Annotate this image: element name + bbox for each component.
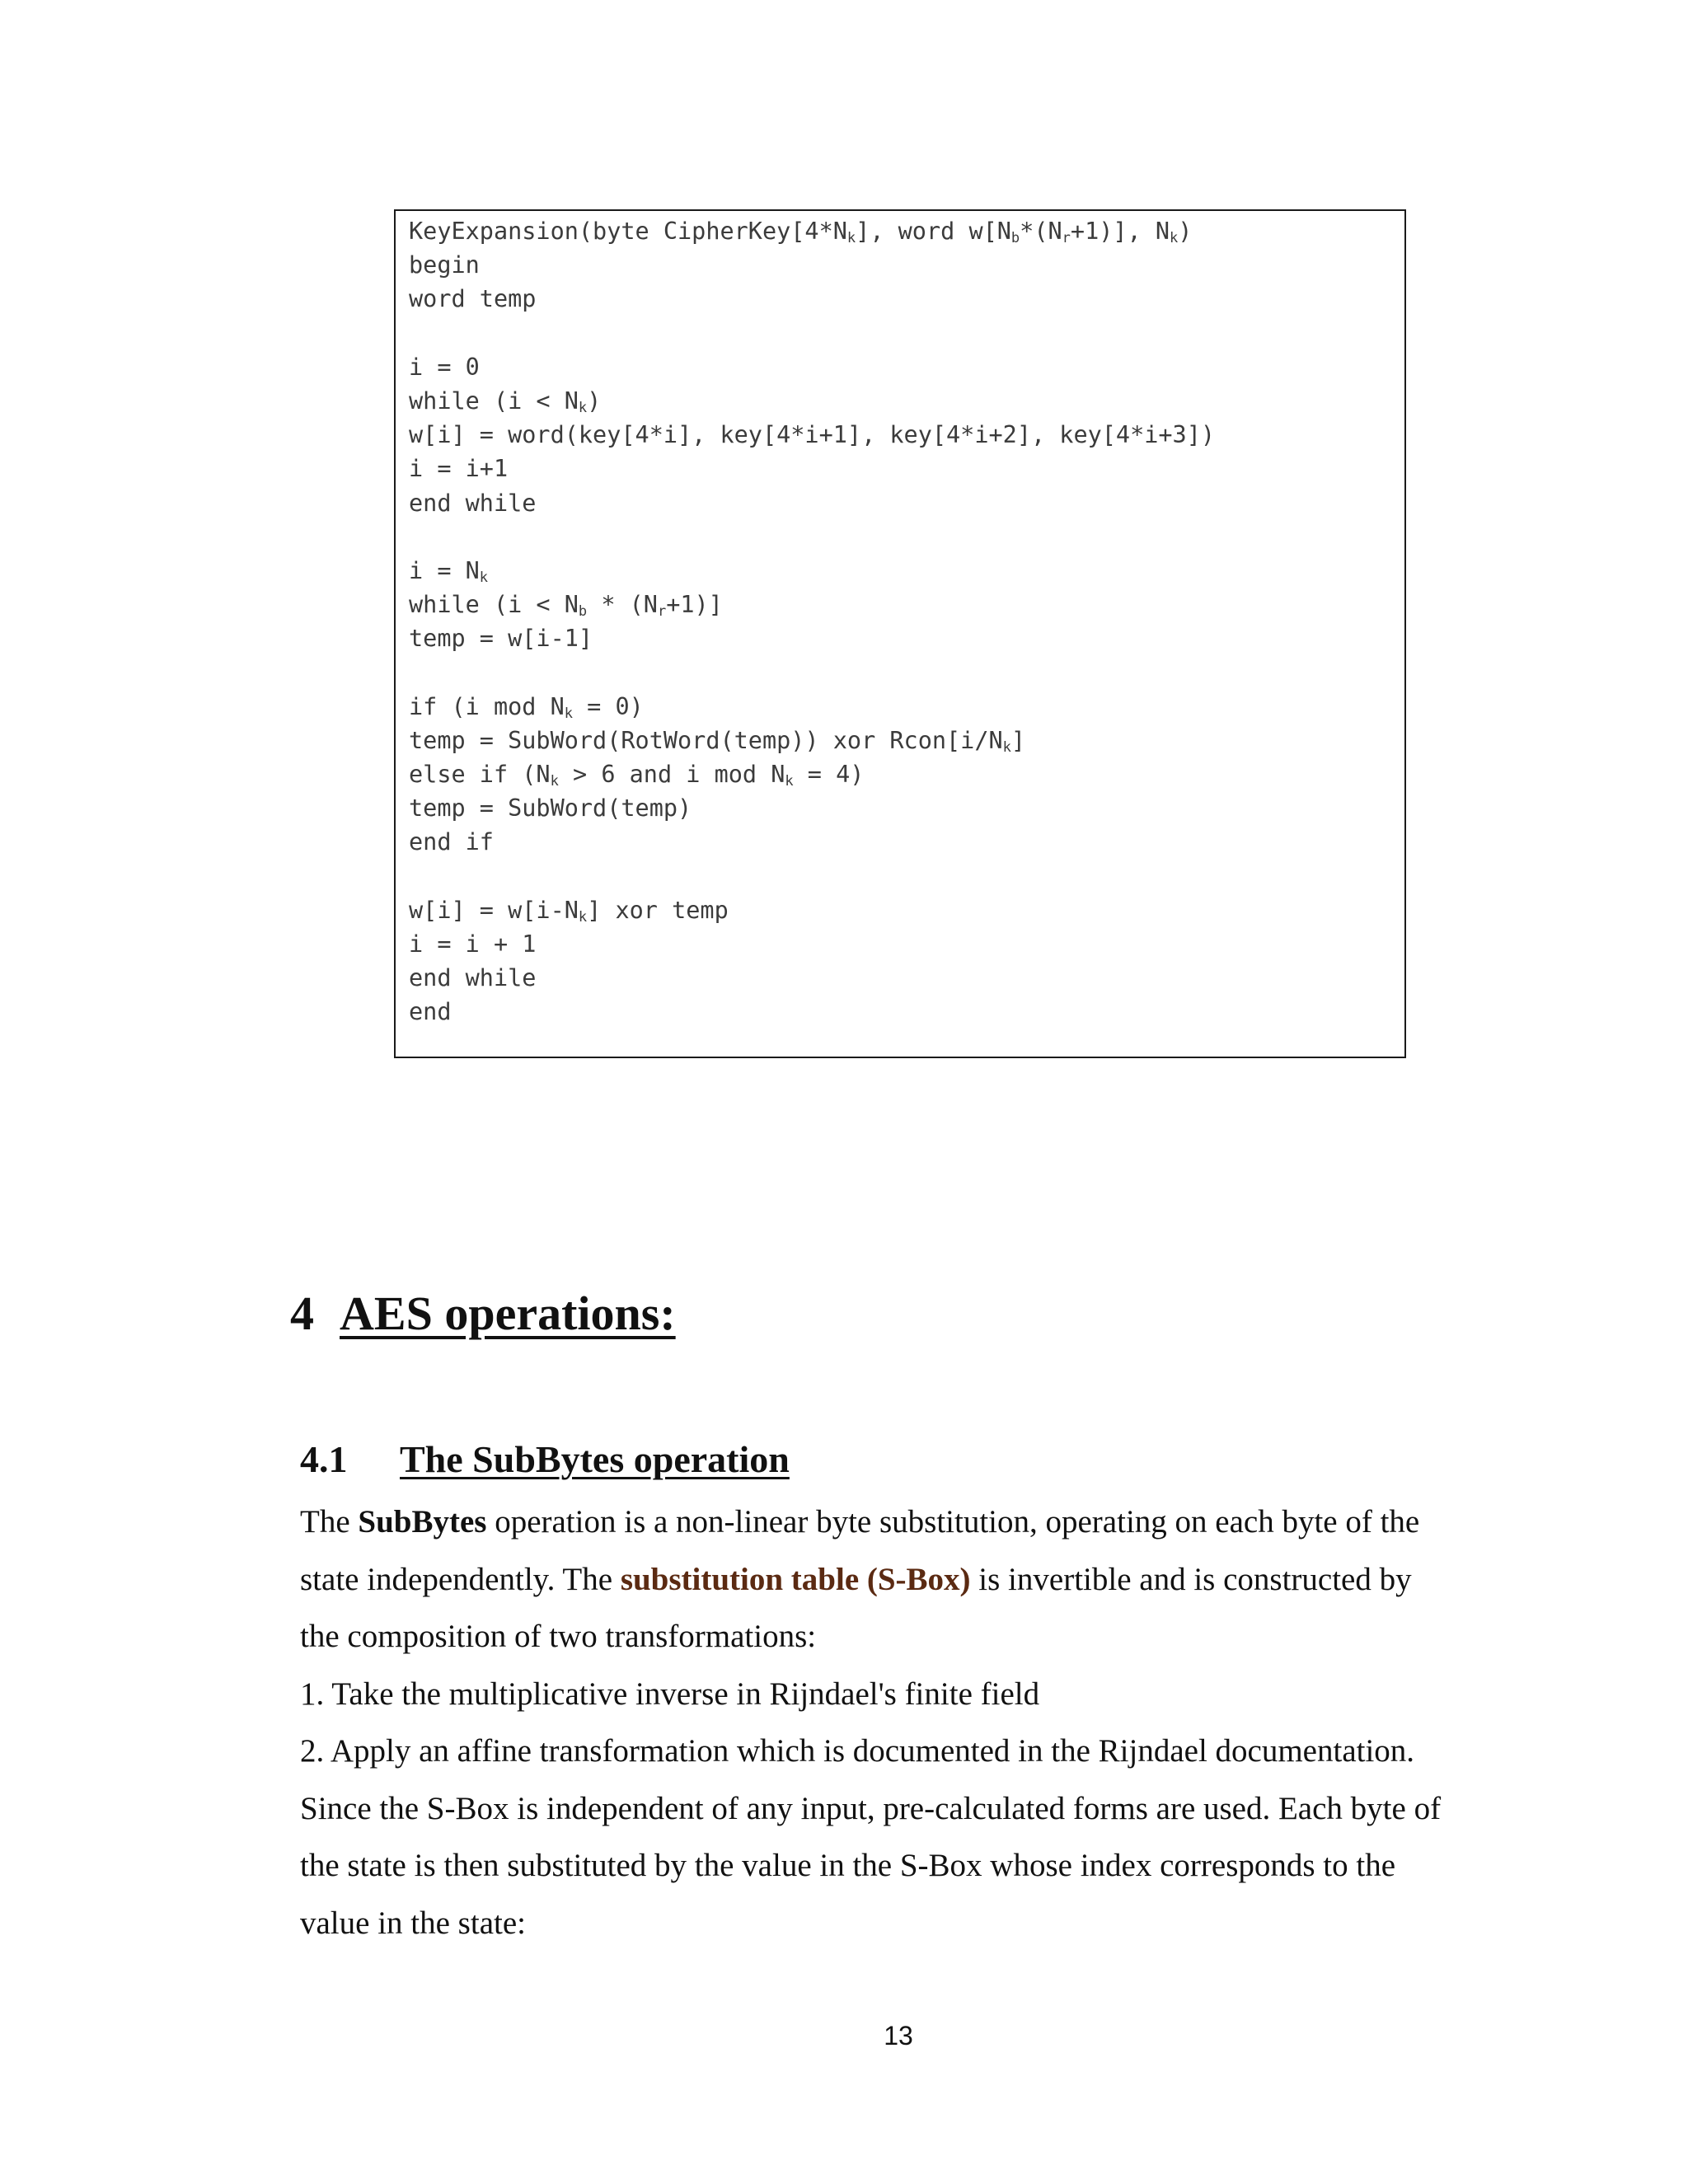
paragraph-line: value in the state: — [300, 1905, 526, 1941]
code-subscript: k — [550, 773, 559, 790]
text-run: operation is a non-linear byte substitution, operating on each byte of the — [486, 1504, 1420, 1540]
code-text: ], word w[N — [856, 218, 1011, 245]
code-text: if (i mod N — [409, 692, 565, 720]
code-subscript: k — [1002, 738, 1011, 756]
code-text: end while — [409, 489, 537, 517]
code-line — [409, 927, 1215, 961]
code-line — [409, 248, 1215, 282]
code-line — [409, 724, 1215, 757]
code-subscript: k — [578, 399, 588, 416]
code-subscript: b — [578, 603, 588, 621]
code-line — [409, 690, 1215, 724]
section-title: AES operations: — [340, 1286, 676, 1340]
code-line — [409, 621, 1215, 655]
code-text: KeyExpansion(byte CipherKey[4*N — [409, 218, 847, 245]
code-text: +1)] — [666, 591, 723, 619]
pseudocode-figure — [394, 209, 1406, 1058]
paragraph-line — [300, 1551, 1487, 1609]
text-run: state independently. The — [300, 1561, 621, 1597]
code-line — [409, 214, 1215, 248]
code-text: ) — [587, 387, 602, 415]
code-subscript: r — [1062, 230, 1071, 246]
code-subscript: r — [657, 603, 667, 621]
code-text: temp = SubWord(temp) — [409, 794, 692, 823]
code-text: end — [409, 998, 452, 1026]
code-line — [409, 418, 1215, 452]
code-subscript: k — [564, 705, 573, 722]
code-text: ) — [1178, 218, 1193, 245]
code-line — [409, 791, 1215, 825]
code-line — [409, 825, 1215, 859]
code-text: = 0) — [573, 692, 644, 720]
code-text: temp = SubWord(RotWord(temp)) xor Rcon[i/N — [409, 726, 1003, 754]
text-run: is invertible and is constructed by — [970, 1561, 1412, 1597]
code-subscript: k — [578, 908, 588, 926]
code-text: else if (N — [409, 761, 551, 788]
code-line — [409, 486, 1215, 520]
code-text: begin — [409, 251, 480, 279]
pseudocode-lines — [409, 214, 1215, 1029]
term-subbytes: SubBytes — [358, 1504, 487, 1540]
code-text: i = i + 1 — [409, 930, 537, 958]
paragraph-line: the composition of two transformations: — [300, 1619, 817, 1654]
subsection-heading — [300, 1434, 790, 1485]
code-line — [409, 893, 1215, 927]
code-line — [409, 282, 1215, 316]
code-subscript: k — [479, 569, 489, 586]
code-text: while (i < N — [409, 591, 579, 619]
paragraph-line: the state is then substituted by the value in the S-Box whose index corresponds to the — [300, 1848, 1396, 1883]
code-text: +1)], N — [1070, 218, 1170, 245]
code-subscript: k — [1170, 230, 1179, 246]
code-line — [409, 588, 1215, 621]
body-paragraph — [300, 1493, 1487, 1952]
code-text: *(N — [1020, 218, 1062, 245]
list-item: 2. Apply an affine transformation which is documented in the Rijndael documentation. — [300, 1733, 1415, 1769]
section-heading — [290, 1281, 676, 1347]
code-text: end while — [409, 964, 537, 992]
code-subscript: k — [785, 773, 794, 790]
code-line — [409, 384, 1215, 418]
paragraph-line — [300, 1493, 1487, 1551]
code-text: word temp — [409, 285, 537, 313]
code-text: i = 0 — [409, 353, 480, 381]
paragraph-line: Since the S-Box is independent of any input, pre-calculated forms are used. Each byte of — [300, 1790, 1442, 1826]
subsection-number: 4.1 — [300, 1438, 348, 1480]
code-line — [409, 520, 1215, 554]
code-text: = 4) — [793, 761, 865, 788]
code-subscript: b — [1010, 230, 1020, 246]
code-line — [409, 995, 1215, 1029]
code-subscript: k — [846, 230, 856, 246]
section-number: 4 — [290, 1286, 314, 1340]
code-line — [409, 350, 1215, 384]
code-line — [409, 757, 1215, 791]
page-number: 13 — [884, 2021, 913, 2050]
code-text: temp = w[i-1] — [409, 625, 593, 653]
code-text: * (N — [587, 591, 658, 619]
code-text: > 6 and i mod N — [558, 761, 785, 788]
code-text: ] xor temp — [587, 896, 729, 924]
code-text: i = i+1 — [409, 455, 509, 483]
code-line — [409, 554, 1215, 588]
code-line — [409, 860, 1215, 893]
text-run: The — [300, 1504, 359, 1540]
code-text: ] — [1010, 726, 1026, 754]
code-text: w[i] = word(key[4*i], key[4*i+1], key[4*i+2], key[4*i+3]) — [409, 421, 1216, 449]
code-line — [409, 961, 1215, 995]
term-substitution-table: substitution table (S-Box) — [620, 1561, 971, 1597]
subsection-title: The SubBytes operation — [400, 1438, 790, 1480]
code-text: while (i < N — [409, 387, 579, 415]
code-line — [409, 655, 1215, 689]
list-item: 1. Take the multiplicative inverse in Rijndael's finite field — [300, 1675, 1040, 1712]
code-text: end if — [409, 828, 494, 856]
code-line — [409, 316, 1215, 350]
code-text: w[i] = w[i-N — [409, 896, 579, 924]
code-line — [409, 452, 1215, 485]
code-text: i = N — [409, 556, 480, 584]
